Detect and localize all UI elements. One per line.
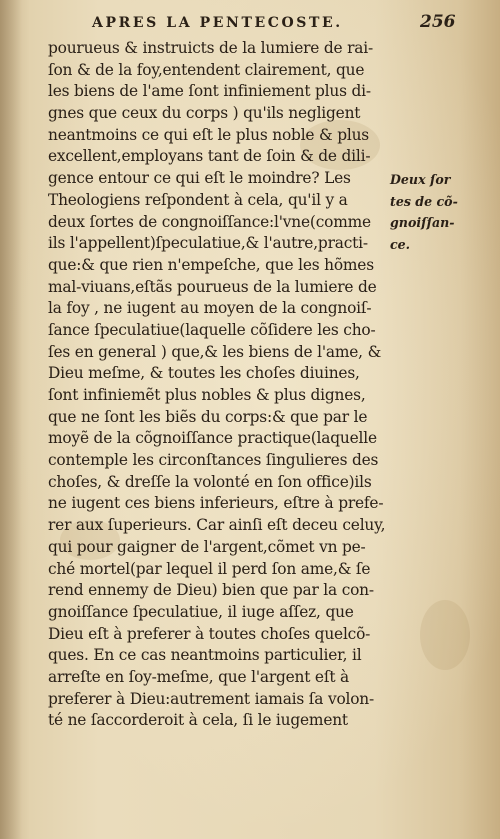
text-line: gnes que ceux du corps ) qu'ils negligent xyxy=(48,104,361,123)
text-line: contemple les circonſtances ſingulieres des xyxy=(48,451,379,470)
text-line: ne iugent ces biens inferieurs, eſtre à prefe- xyxy=(48,494,384,513)
text-line: pourueus & instruicts de la lumiere de rai- xyxy=(48,39,373,57)
text-line: ils l'appellent)ſpeculatiue,& l'autre,practi- xyxy=(48,234,368,253)
text-line: ques. En ce cas neantmoins particulier, il xyxy=(48,646,362,665)
paper-stain xyxy=(420,600,470,670)
text-line: excellent,employans tant de ſoin & de dili- xyxy=(48,147,371,166)
page-header xyxy=(0,0,500,40)
text-line: Dieu eſt à preferer à toutes choſes quelcõ- xyxy=(48,624,371,643)
margin-note xyxy=(390,169,496,256)
text-line: gence entour ce qui eſt le moindre? Les xyxy=(48,169,351,188)
text-line: moyẽ de la cõgnoiſſance practique(laquelle xyxy=(48,429,377,448)
text-line: ſont infiniemẽt plus nobles & plus dignes, xyxy=(48,386,366,404)
text-line: ſance ſpeculatiue(laquelle cõſidere les cho- xyxy=(48,320,376,339)
text-line: arreſte en ſoy-meſme, que l'argent eſt à xyxy=(48,667,349,686)
body-text xyxy=(48,38,394,732)
page-number: 256 xyxy=(420,12,456,32)
text-line: rend ennemy de Dieu) bien que par la con- xyxy=(48,581,374,600)
gutter-shadow xyxy=(0,0,22,839)
text-line: choſes, & dreſſe la volonté en ſon office)ils xyxy=(48,472,372,491)
text-line: ché mortel(par lequel il perd ſon ame,& ſe xyxy=(48,559,371,578)
margin-note-line: ce. xyxy=(390,237,411,253)
running-head: APRES LA PENTECOSTE. xyxy=(92,15,343,31)
text-line: Dieu meſme, & toutes les choſes diuines, xyxy=(48,364,360,383)
text-line: Theologiens reſpondent à cela, qu'il y a xyxy=(48,190,348,209)
text-line: ſes en general ) que,& les biens de l'ame, & xyxy=(48,342,382,361)
margin-note-line: Deux ſor xyxy=(390,172,451,187)
text-line: deux ſortes de congnoiſſance:l'vne(comme xyxy=(48,212,371,231)
text-line: rer aux ſuperieurs. Car ainſi eſt deceu celuy, xyxy=(48,516,386,535)
text-line: neantmoins ce qui eſt le plus noble & plus xyxy=(48,125,369,144)
text-line: ſon & de la foy,entendent clairement, que xyxy=(48,60,365,79)
text-line: qui pour gaigner de l'argent,cõmet vn pe- xyxy=(48,537,366,556)
text-line: preferer à Dieu:autrement iamais ſa volon- xyxy=(48,689,375,708)
text-line: té ne ſaccorderoit à cela, ſi le iugement xyxy=(48,711,348,730)
text-line: mal-viuans,eſtãs pourueus de la lumiere de xyxy=(48,277,377,296)
text-line: que ne ſont les biẽs du corps:& que par le xyxy=(48,407,368,426)
margin-note-line: tes de cõ- xyxy=(390,193,458,209)
text-line: gnoiſſance ſpeculatiue, il iuge aſſez, que xyxy=(48,602,354,621)
text-line: la foy , ne iugent au moyen de la congnoiſ- xyxy=(48,299,372,318)
margin-note-line: gnoiſſan- xyxy=(390,215,455,231)
text-line: que:& que rien n'empeſche, que les hõmes xyxy=(48,255,374,274)
text-line: les biens de l'ame ſont infiniement plus di- xyxy=(48,82,371,101)
